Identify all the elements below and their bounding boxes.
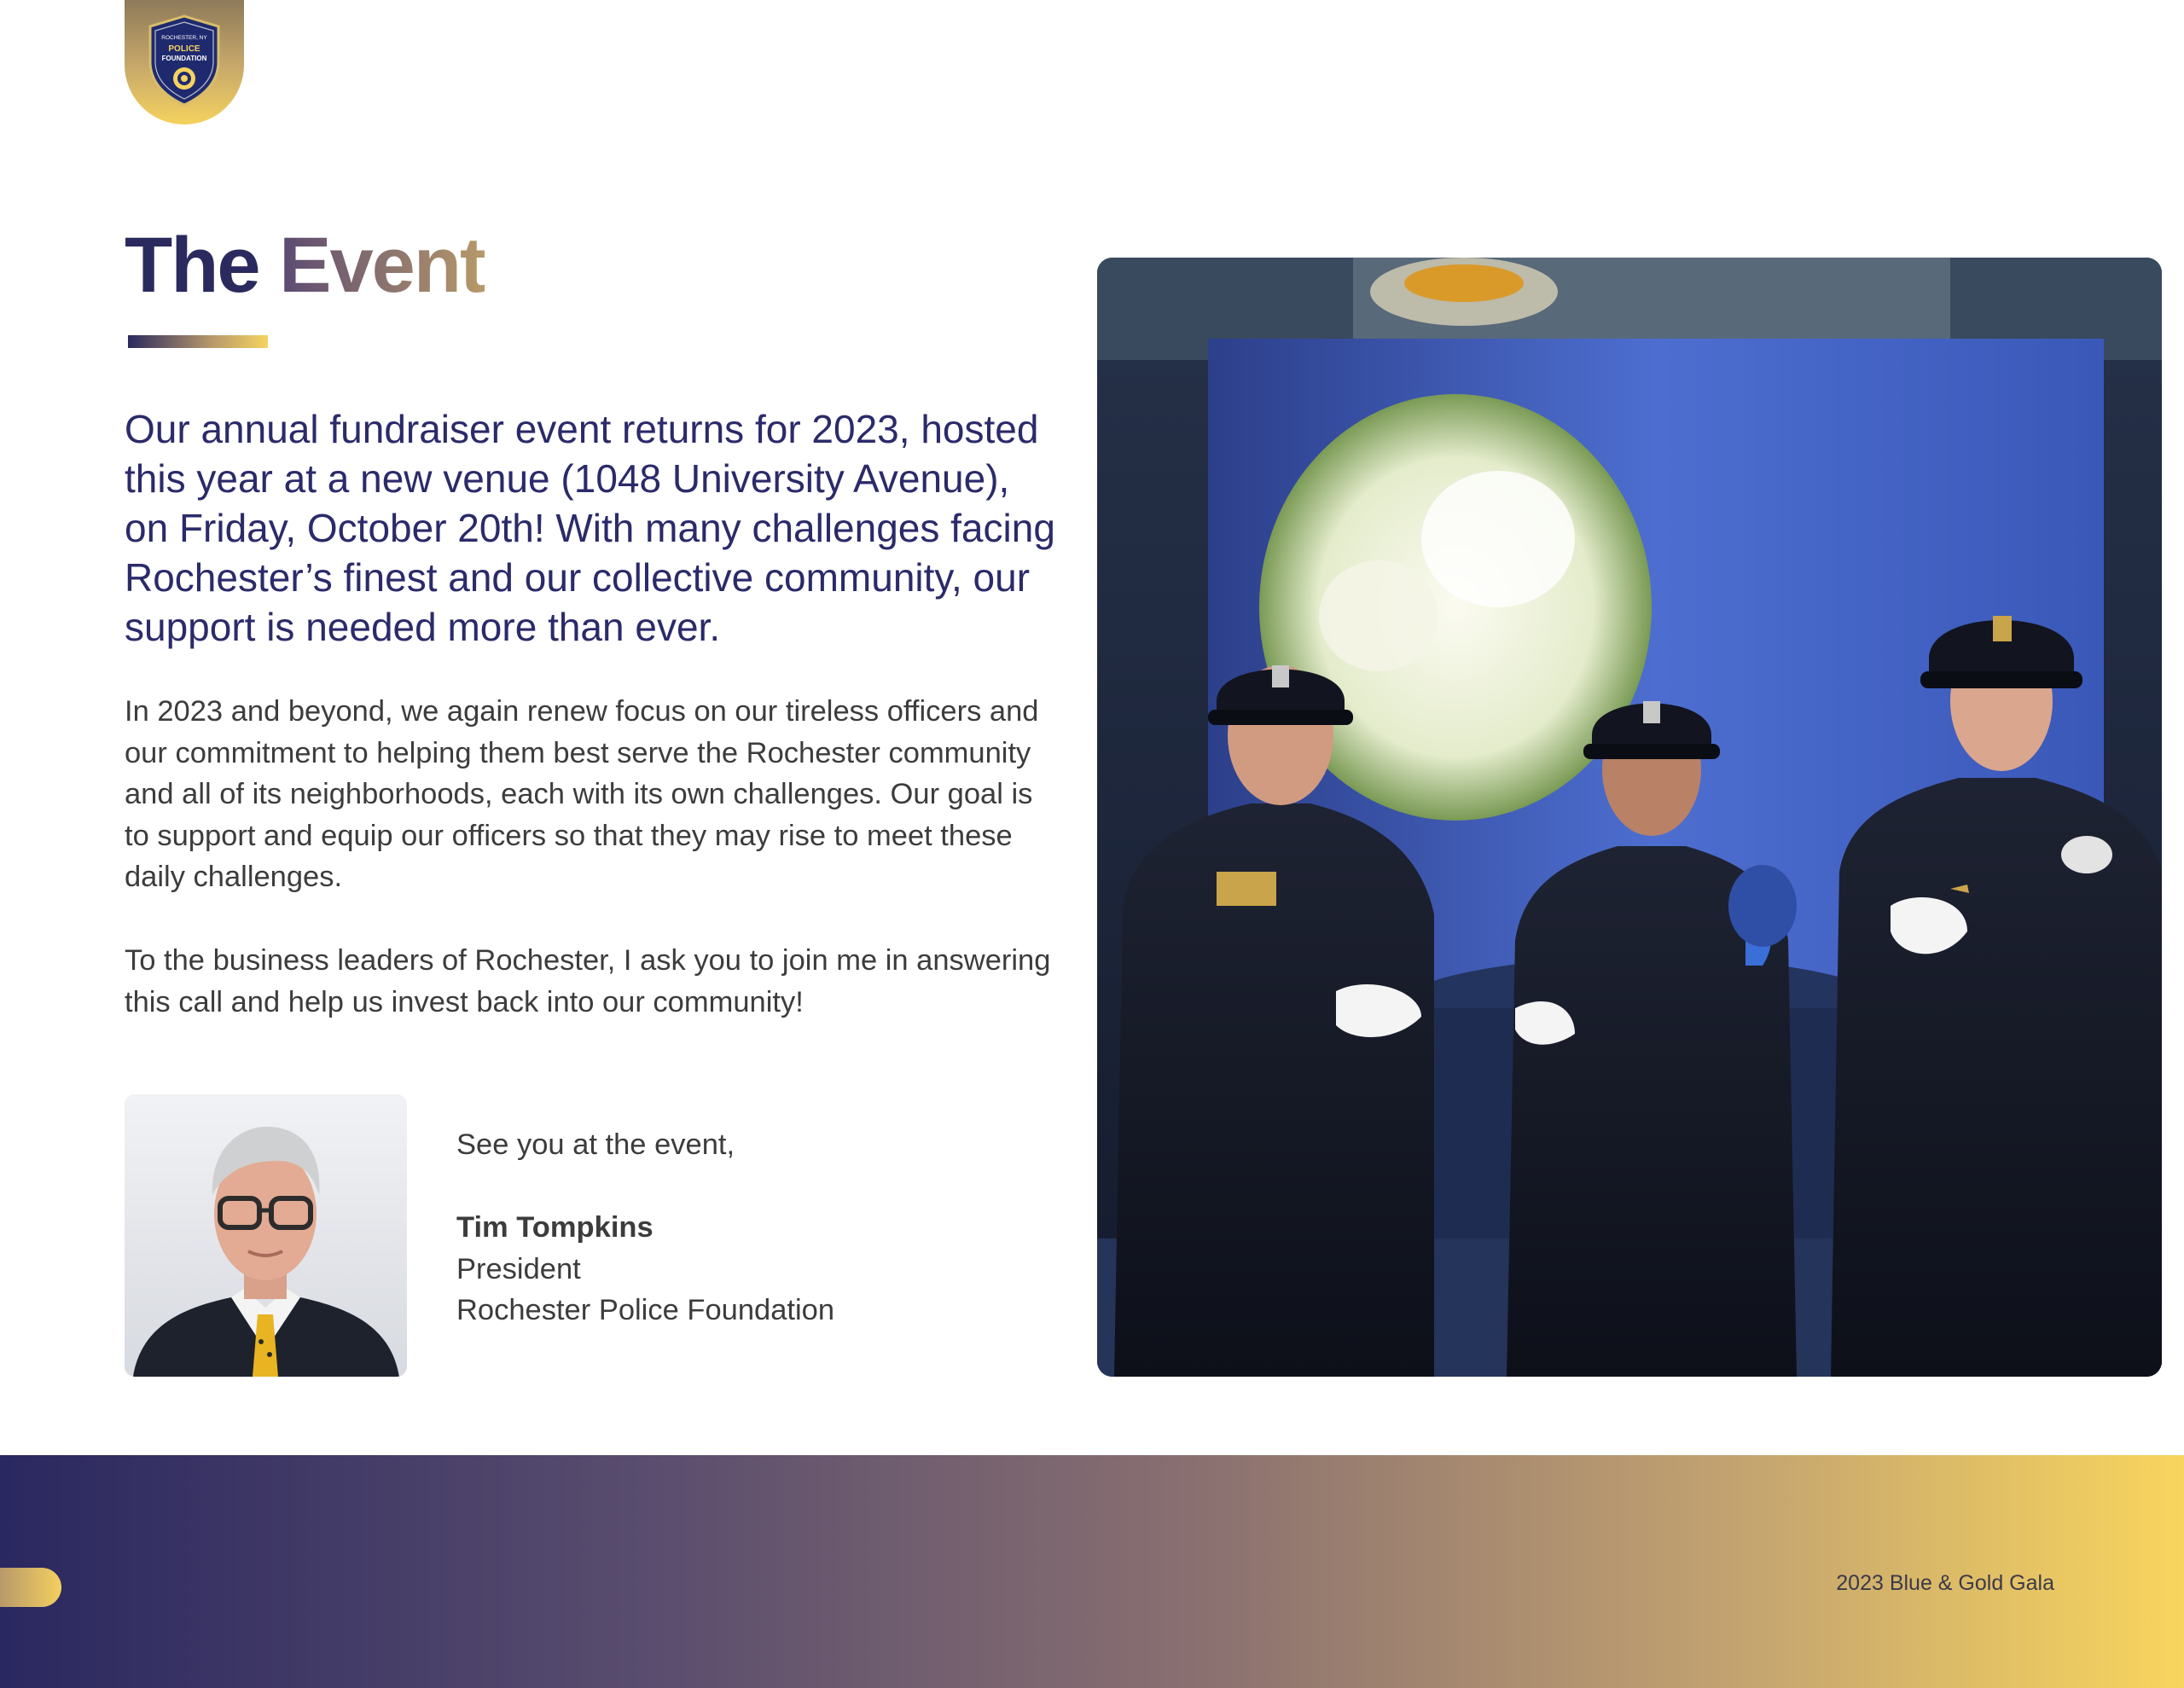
body-paragraph-2: To the business leaders of Rochester, I ask you to join me in answering this call and help us invest back into our community! — [125, 944, 1051, 1018]
title-underline — [128, 335, 268, 348]
signer-name: Tim Tompkins — [456, 1211, 653, 1244]
logo-line-1: ROCHESTER, NY — [161, 35, 207, 41]
president-portrait — [125, 1094, 407, 1377]
logo-line-3: FOUNDATION — [161, 55, 207, 62]
signoff-text: See you at the event, — [456, 1128, 735, 1161]
signer-block — [456, 1207, 834, 1331]
police-shield-icon — [145, 14, 224, 107]
footer-caption: 2023 Blue & Gold Gala — [1836, 1571, 2054, 1595]
body-paragraph-1: In 2023 and beyond, we again renew focus on our tireless officers and our commitment to helping them best serve the Rochester community and all of its neighborhoods, each with its own challenges. Our goal is to support and equip our officers so that they may rise to meet these daily challenges. — [125, 695, 1039, 893]
signer-organization: Rochester Police Foundation — [456, 1294, 835, 1326]
page-title — [125, 218, 485, 312]
title-word-event: Event — [279, 222, 485, 309]
lead-paragraph: Our annual fundraiser event returns for 2023, hosted this year at a new venue (1048 University Avenue), on Friday, October 20th! With many challenges facing Rochester’s finest and our collective community, our support is needed more than ever. — [125, 407, 1055, 649]
footer-accent-pill — [0, 1568, 61, 1607]
title-word-the: The — [125, 222, 259, 309]
officers-photo — [1097, 258, 2162, 1377]
signer-role: President — [456, 1252, 581, 1285]
logo-line-2: POLICE — [168, 44, 200, 54]
logo-badge — [125, 0, 244, 125]
